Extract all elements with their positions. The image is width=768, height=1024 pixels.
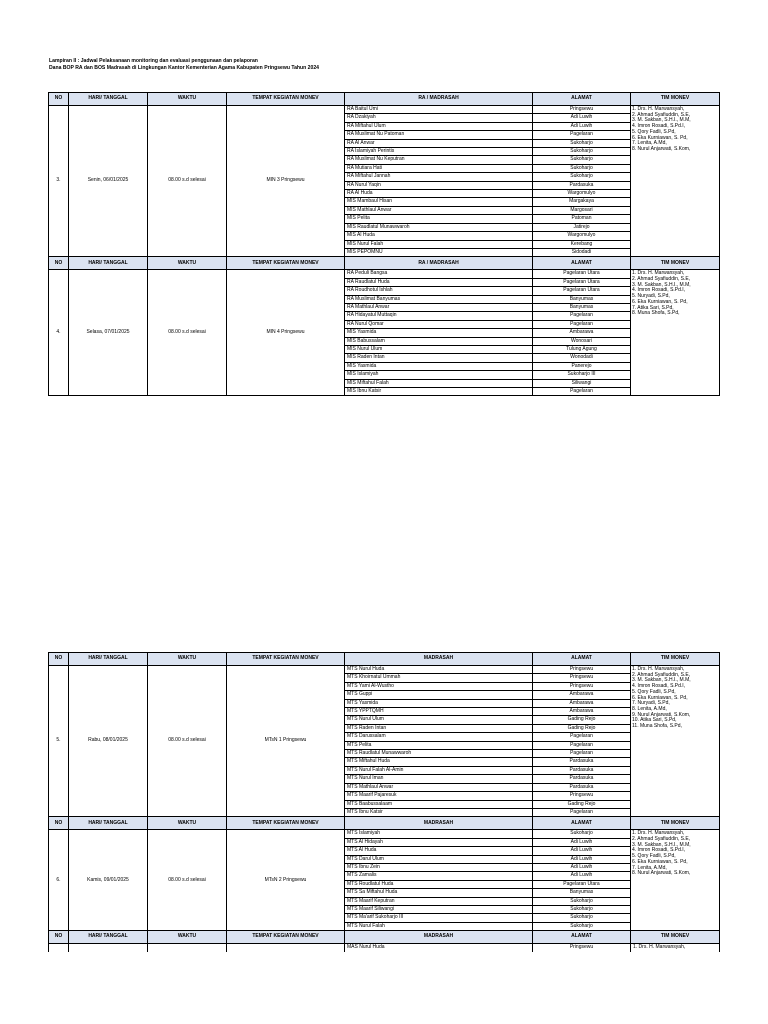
address-cell: Pagelaran <box>533 388 631 396</box>
madrasah-name-cell: MTS Nurul Iman <box>345 775 533 783</box>
team-member: 2. Ahmad Syafiuddin, S.E, <box>632 671 691 678</box>
madrasah-name-cell: MTS Nurul Falah Al-Amin <box>345 766 533 774</box>
address-cell: Pagelaran <box>533 808 631 816</box>
team-member: 4. Imron Rosadi, S.Pd.I, <box>632 123 686 130</box>
address-cell: Pagelaran <box>533 750 631 758</box>
madrasah-name-cell: RA Baitul Umi <box>345 106 533 114</box>
madrasah-name-cell: MTS Islamiyah <box>345 830 533 838</box>
team-member: 2. Ahmad Syafiuddin, S.E, <box>632 276 691 283</box>
time-cell: 08.00 s.d selesai <box>148 106 227 257</box>
team-member: 1. Drs. H. Marwansyah, <box>632 830 685 837</box>
team-member: 5. Qory Fadli, S.Pd, <box>632 853 676 860</box>
address-cell: Wonosari <box>533 337 631 345</box>
header-row <box>49 817 720 830</box>
address-cell: Banyumas <box>533 303 631 311</box>
team-member: 8. Muna Shofa, S.Pd, <box>632 310 680 317</box>
header-hari: HARI/ TANGGAL <box>69 931 148 944</box>
madrasah-name-cell: MTS Yami Al-Wustho <box>345 682 533 690</box>
address-cell: Siliwangi <box>533 379 631 387</box>
madrasah-name-cell: MTS Mathlaul Anwar <box>345 783 533 791</box>
address-cell: Pagelaran <box>533 733 631 741</box>
document-title-line-2: Dana BOP RA dan BOS Madrasah di Lingkungan Kantor Kementerian Agama Kabupaten Pringsewu Tahun 2024 <box>49 65 320 71</box>
address-cell: Pagelaran <box>533 312 631 320</box>
team-member: 2. Ahmad Syafiuddin, S.E, <box>632 111 691 118</box>
header-no: NO <box>49 257 69 270</box>
madrasah-name-cell: MTS Guppi <box>345 691 533 699</box>
table-row <box>49 666 720 674</box>
team-member: 1. Drs. H. Marwansyah, <box>632 666 685 672</box>
madrasah-name-cell: RA Dzakiyah <box>345 114 533 122</box>
address-cell: Sukoharjo <box>533 922 631 930</box>
address-cell: Pardasuka <box>533 783 631 791</box>
empty-cell <box>69 944 148 952</box>
team-member: 7. Lenita, A.Md, <box>632 864 667 871</box>
header-tim: TIM MONEV <box>631 931 720 944</box>
madrasah-name-cell: MIS Raden Intan <box>345 354 533 362</box>
header-tempat: TEMPAT KEGIATAN MONEV <box>227 653 345 666</box>
header-tim: TIM MONEV <box>631 653 720 666</box>
madrasah-name-cell: MTS Baabussalaam <box>345 800 533 808</box>
date-cell: Kamis, 09/01/2025 <box>69 830 148 931</box>
madrasah-name-cell: MIS Yasmida <box>345 329 533 337</box>
address-cell: Patoman <box>533 215 631 223</box>
header-madrasah: MADRASAH <box>345 817 533 830</box>
header-hari: HARI/ TANGGAL <box>69 653 148 666</box>
time-cell: 08.00 s.d selesai <box>148 270 227 396</box>
team-member: 1. Drs. H. Marwansyah, <box>632 106 685 112</box>
madrasah-name-cell: MTS YPPTQMH <box>345 708 533 716</box>
madrasah-name-cell: MTS Pelita <box>345 741 533 749</box>
schedule-table-2-body <box>49 653 720 952</box>
header-hari: HARI/ TANGGAL <box>69 817 148 830</box>
madrasah-name-cell: MTS Nurul Ulum <box>345 716 533 724</box>
date-cell: Selasa, 07/01/2025 <box>69 270 148 396</box>
header-row <box>49 931 720 944</box>
madrasah-name-cell: MTS Darul Ulum <box>345 855 533 863</box>
madrasah-name-cell: MIS Mathlaul Anwar <box>345 206 533 214</box>
team-member: 8. Lenita, A.Md, <box>632 705 667 712</box>
address-cell: Kerebang <box>533 240 631 248</box>
header-waktu: WAKTU <box>148 93 227 106</box>
header-alamat: ALAMAT <box>533 653 631 666</box>
header-alamat: ALAMAT <box>533 93 631 106</box>
address-cell: Gading Rejo <box>533 716 631 724</box>
header-madrasah: MADRASAH <box>345 931 533 944</box>
address-cell: Pagelaran <box>533 131 631 139</box>
address-cell: Sukoharjo <box>533 914 631 922</box>
team-member: 1. Drs. H. Marwansyah, <box>632 270 685 277</box>
team-cell <box>631 270 720 396</box>
header-hari: HARI/ TANGGAL <box>69 93 148 106</box>
madrasah-name-cell: RA Roudhotul Ishlah <box>345 287 533 295</box>
madrasah-name-cell: MIS Miftahul Falah <box>345 379 533 387</box>
header-tim: TIM MONEV <box>631 257 720 270</box>
address-cell: Ambarawa <box>533 708 631 716</box>
header-row <box>49 653 720 666</box>
empty-cell <box>148 944 227 952</box>
header-tim: TIM MONEV <box>631 817 720 830</box>
address-cell: Adi Luwih <box>533 863 631 871</box>
address-cell: Adi Luwih <box>533 838 631 846</box>
team-member: 3. M. Sakban, S.H.I., M.M, <box>632 281 691 288</box>
header-tempat: TEMPAT KEGIATAN MONEV <box>227 93 345 106</box>
madrasah-name-cell: MTS Roudlatul Huda <box>345 880 533 888</box>
address-cell: Sukoharjo <box>533 164 631 172</box>
address-cell: Gading Rejo <box>533 724 631 732</box>
madrasah-name-cell: MIS Yasmida <box>345 362 533 370</box>
date-cell: Senin, 06/01/2025 <box>69 106 148 257</box>
madrasah-name-cell: MAS Nurul Huda <box>345 944 533 952</box>
header-waktu: WAKTU <box>148 931 227 944</box>
time-cell: 08.00 s.d selesai <box>148 830 227 931</box>
address-cell: Pagelaran <box>533 741 631 749</box>
madrasah-name-cell: MIS Al Huda <box>345 232 533 240</box>
address-cell: Pringsewu <box>533 666 631 674</box>
madrasah-name-cell: MTS Yasmida <box>345 699 533 707</box>
address-cell: Gading Rejo <box>533 800 631 808</box>
madrasah-name-cell: RA Nurul Qomar <box>345 320 533 328</box>
team-member: 3. M. Sakban, S.H.I., M.M, <box>632 677 691 684</box>
madrasah-name-cell: MTS Sa Miftahul Huda <box>345 889 533 897</box>
madrasah-name-cell: RA Islamiyah Perintis <box>345 148 533 156</box>
madrasah-name-cell: MTS Raudlatul Munawwaroh <box>345 750 533 758</box>
header-waktu: WAKTU <box>148 817 227 830</box>
madrasah-name-cell: MIS Babussalam <box>345 337 533 345</box>
no-cell: 3. <box>49 106 69 257</box>
address-cell: Wargomulyo <box>533 232 631 240</box>
address-cell: Pringsewu <box>533 944 631 952</box>
madrasah-name-cell: MTS Raden Intan <box>345 724 533 732</box>
team-cell <box>631 106 720 257</box>
team-cell: 1. Drs. H. Marwansyah, <box>631 944 720 952</box>
address-cell: Sidodadi <box>533 248 631 256</box>
madrasah-name-cell: MTS Al Hidayah <box>345 838 533 846</box>
madrasah-name-cell: MTS Zamalis <box>345 872 533 880</box>
address-cell: Pardasuka <box>533 775 631 783</box>
team-member: 5. Qory Fadli, S.Pd, <box>632 688 676 695</box>
madrasah-name-cell: MIS Nurul Ulum <box>345 345 533 353</box>
date-cell: Rabu, 08/01/2025 <box>69 666 148 817</box>
table-row-partial <box>49 944 720 952</box>
header-waktu: WAKTU <box>148 257 227 270</box>
address-cell: Pagelaran Utara <box>533 880 631 888</box>
team-cell <box>631 830 720 931</box>
team-member: 8. Nurul Anjarwati, S.Kom, <box>632 870 691 877</box>
header-tempat: TEMPAT KEGIATAN MONEV <box>227 257 345 270</box>
madrasah-name-cell: RA Raudlatul Huda <box>345 278 533 286</box>
address-cell: Pagelaran Utara <box>533 287 631 295</box>
madrasah-name-cell: MTS Ma'arif Sukoharjo III <box>345 914 533 922</box>
address-cell: Pagelaran Utara <box>533 278 631 286</box>
address-cell: Margosari <box>533 206 631 214</box>
madrasah-name-cell: MTS Nurul Falah <box>345 922 533 930</box>
madrasah-name-cell: RA Muslimat Banyumas <box>345 295 533 303</box>
team-member: 4. Imron Rosadi, S.Pd.I, <box>632 287 686 294</box>
address-cell: Adi Luwih <box>533 122 631 130</box>
madrasah-name-cell: MTS Ibnu Zein <box>345 863 533 871</box>
madrasah-name-cell: MIS Mambaul Hisan <box>345 198 533 206</box>
team-member: 11. Muna Shofa, S.Pd, <box>632 723 682 730</box>
madrasah-name-cell: MTS Al Huda <box>345 847 533 855</box>
address-cell: Sukoharjo <box>533 905 631 913</box>
schedule-table-1 <box>48 92 720 396</box>
address-cell: Adi Luwih <box>533 855 631 863</box>
address-cell: Pringsewu <box>533 106 631 114</box>
header-madrasah: MADRASAH <box>345 653 533 666</box>
table-row <box>49 270 720 278</box>
address-cell: Tulung Agung <box>533 345 631 353</box>
madrasah-name-cell: MTS Maarif Keputran <box>345 897 533 905</box>
team-member: 3. M. Sakban, S.H.I., M.M, <box>632 841 691 848</box>
team-member: 2. Ahmad Syafiuddin, S.E, <box>632 836 691 843</box>
header-hari: HARI/ TANGGAL <box>69 257 148 270</box>
madrasah-name-cell: MTS Maarif Pajaresuk <box>345 792 533 800</box>
empty-cell <box>227 944 345 952</box>
header-madrasah: RA / MADRASAH <box>345 257 533 270</box>
header-tempat: TEMPAT KEGIATAN MONEV <box>227 931 345 944</box>
time-cell: 08.00 s.d selesai <box>148 666 227 817</box>
team-member: 4. Imron Rosadi, S.Pd.I, <box>632 683 686 690</box>
document-title-line-1: Lampiran II : Jadwal Pelaksanaan monitoring dan evaluasi penggunaan dan pelaporan <box>49 58 258 64</box>
address-cell: Pringsewu <box>533 682 631 690</box>
header-row <box>49 93 720 106</box>
address-cell: Ambarawa <box>533 691 631 699</box>
no-cell: 6. <box>49 830 69 931</box>
address-cell: Sukoharjo III <box>533 371 631 379</box>
address-cell: Adi Luwih <box>533 872 631 880</box>
madrasah-name-cell: RA Hidayatul Muttaqin <box>345 312 533 320</box>
madrasah-name-cell: MIS PEPOMNU <box>345 248 533 256</box>
team-member: 4. Imron Rosadi, S.Pd.I, <box>632 847 686 854</box>
madrasah-name-cell: MTS Darussalam <box>345 733 533 741</box>
madrasah-name-cell: MIS Ibnu Katsir <box>345 388 533 396</box>
team-member: 3. M. Sakban, S.H.I., M.M, <box>632 117 691 124</box>
header-waktu: WAKTU <box>148 653 227 666</box>
address-cell: Ambarawa <box>533 699 631 707</box>
madrasah-name-cell: MTS Nurul Huda <box>345 666 533 674</box>
address-cell: Wonodadi <box>533 354 631 362</box>
address-cell: Adi Luwih <box>533 114 631 122</box>
team-member: 5. Nuryadi, S.Pd, <box>632 293 670 300</box>
header-tim: TIM MONEV <box>631 93 720 106</box>
team-member: 7. Lenita, A.Md, <box>632 140 667 147</box>
madrasah-name-cell: RA Al Huda <box>345 190 533 198</box>
madrasah-name-cell: RA Miftahul Ulum <box>345 122 533 130</box>
address-cell: Pardasuka <box>533 181 631 189</box>
madrasah-name-cell: MTS Khoirnatul Ummah <box>345 674 533 682</box>
address-cell: Pagelaran Utara <box>533 270 631 278</box>
address-cell: Panerejo <box>533 362 631 370</box>
venue-cell: MTsN 2 Pringsewu <box>227 830 345 931</box>
address-cell: Pringsewu <box>533 674 631 682</box>
madrasah-name-cell: RA Miftahul Jannah <box>345 173 533 181</box>
address-cell: Adi Luwih <box>533 847 631 855</box>
address-cell: Sukoharjo <box>533 897 631 905</box>
madrasah-name-cell: RA Mathlaul Anwar <box>345 303 533 311</box>
team-member: 6. Eka Kurniawan, S. Pd, <box>632 694 688 701</box>
address-cell: Sukoharjo <box>533 148 631 156</box>
team-cell <box>631 666 720 817</box>
team-member: 6. Eka Kurniawan, S. Pd, <box>632 858 688 865</box>
header-row <box>49 257 720 270</box>
madrasah-name-cell: MIS Islamiyah <box>345 371 533 379</box>
table-row <box>49 106 720 114</box>
madrasah-name-cell: RA Mutiara Hati <box>345 164 533 172</box>
address-cell: Banyumas <box>533 889 631 897</box>
header-no: NO <box>49 93 69 106</box>
header-tempat: TEMPAT KEGIATAN MONEV <box>227 817 345 830</box>
madrasah-name-cell: RA Muslimat Nu Patoman <box>345 131 533 139</box>
team-member: 9. Nurul Anjarwati, S.Kom, <box>632 711 691 718</box>
team-member: 7. Nuryadi, S.Pd, <box>632 700 670 707</box>
header-alamat: ALAMAT <box>533 817 631 830</box>
madrasah-name-cell: RA Nurul Yaqin <box>345 181 533 189</box>
address-cell: Sukoharjo <box>533 173 631 181</box>
madrasah-name-cell: RA Al Anwar <box>345 139 533 147</box>
address-cell: Banyumas <box>533 295 631 303</box>
madrasah-name-cell: MTS Maarif Siliwangi <box>345 905 533 913</box>
empty-cell <box>49 944 69 952</box>
header-no: NO <box>49 653 69 666</box>
header-madrasah: RA / MADRASAH <box>345 93 533 106</box>
team-member: 5. Qory Fadli, S.Pd, <box>632 128 676 135</box>
team-member: 7. Atika Sari, S.Pd, <box>632 304 674 311</box>
schedule-table-1-body <box>49 93 720 396</box>
madrasah-name-cell: MIS Nurul Falah <box>345 240 533 248</box>
madrasah-name-cell: RA Peduli Bangsa <box>345 270 533 278</box>
no-cell: 5. <box>49 666 69 817</box>
venue-cell: MTsN 1 Pringsewu <box>227 666 345 817</box>
schedule-table-2 <box>48 652 720 952</box>
team-member: 10. Atika Sari, S.Pd, <box>632 717 677 724</box>
no-cell: 4. <box>49 270 69 396</box>
madrasah-name-cell: RA Muslimat Nu Keputran <box>345 156 533 164</box>
address-cell: Pagelaran <box>533 320 631 328</box>
madrasah-name-cell: MTS Miftahul Huda <box>345 758 533 766</box>
header-alamat: ALAMAT <box>533 257 631 270</box>
address-cell: Pardasuka <box>533 766 631 774</box>
header-alamat: ALAMAT <box>533 931 631 944</box>
venue-cell: MIN 3 Pringsewu <box>227 106 345 257</box>
team-member: 6. Eka Kurniawan, S. Pd, <box>632 298 688 305</box>
madrasah-name-cell: MIS Pelita <box>345 215 533 223</box>
address-cell: Pringsewu <box>533 792 631 800</box>
team-member: 8. Nurul Anjarwati, S.Kom, <box>632 145 691 152</box>
header-no: NO <box>49 931 69 944</box>
madrasah-name-cell: MIS Raudlatul Munawwaroh <box>345 223 533 231</box>
madrasah-name-cell: MTS Ibnu Katsir <box>345 808 533 816</box>
address-cell: Pardasuka <box>533 758 631 766</box>
address-cell: Margakaya <box>533 198 631 206</box>
address-cell: Sukoharjo <box>533 830 631 838</box>
address-cell: Wargomulyo <box>533 190 631 198</box>
address-cell: Ambarawa <box>533 329 631 337</box>
address-cell: Sukoharjo <box>533 139 631 147</box>
venue-cell: MIN 4 Pringsewu <box>227 270 345 396</box>
address-cell: Jatirejo <box>533 223 631 231</box>
table-row <box>49 830 720 838</box>
address-cell: Sukoharjo <box>533 156 631 164</box>
team-member: 6. Eka Kurniawan, S. Pd, <box>632 134 688 141</box>
header-no: NO <box>49 817 69 830</box>
